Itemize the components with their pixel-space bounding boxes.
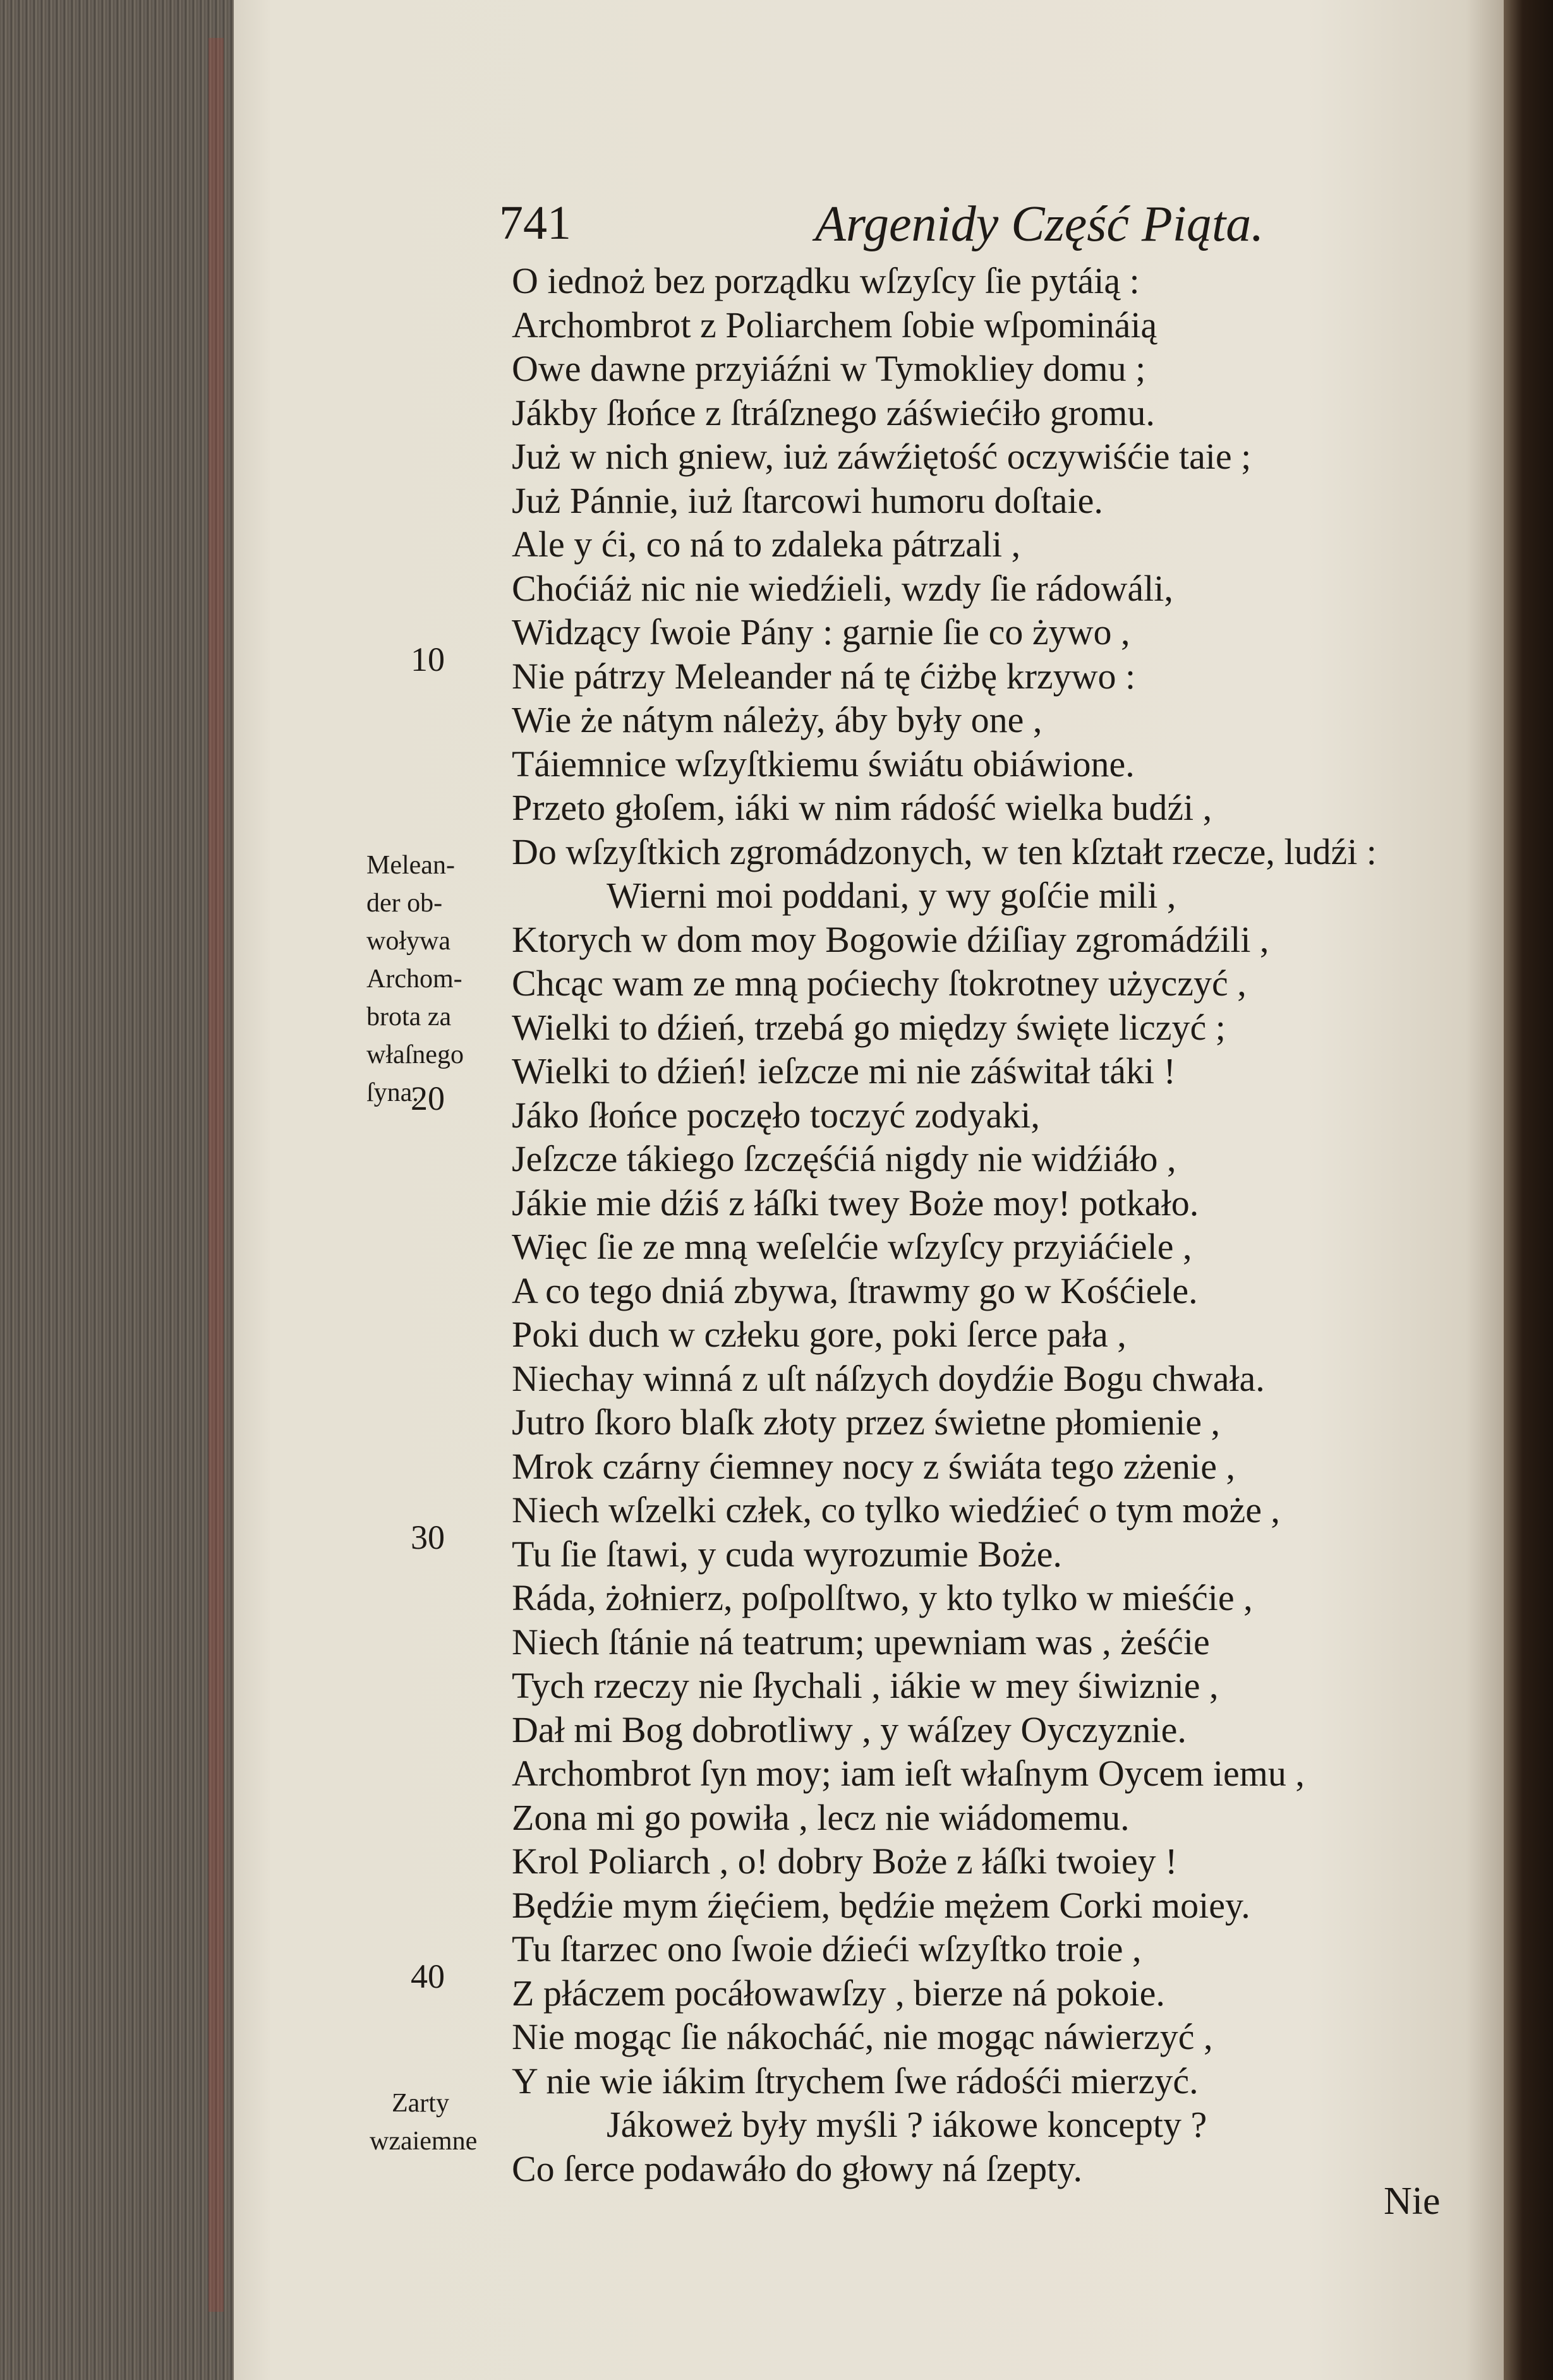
verse-line: Y nie wie iákim ſtrychem ſwe rádośći mierzyć. (512, 2060, 1199, 2101)
side-note-line: brota za (366, 1002, 452, 1031)
verse-line: Do wſzyſtkich zgromádzonych, w ten kſztałt rzecze, ludźi : (512, 831, 1377, 872)
verse-line: Jákoweż były myśli ? iákowe koncepty ? (607, 2104, 1207, 2145)
side-note-line: właſnego (366, 1040, 464, 1069)
verse-line: Wierni moi poddani, y wy goſćie mili , (607, 875, 1176, 916)
verse-line: Ale y ći, co ná to zdaleka pátrzali , (512, 524, 1021, 565)
red-edge-stain (208, 38, 224, 2312)
side-note-line: woływa (366, 927, 450, 956)
line-number-20: 20 (411, 1079, 445, 1117)
poem-text (512, 259, 1377, 2191)
side-note-line: Zarty (392, 2089, 449, 2118)
verse-line: O iednoż bez porządku wſzyſcy ſie pytáią : (512, 260, 1140, 301)
verse-line: Niech wſzelki człek, co tylko wiedźieć o tym może , (512, 1489, 1280, 1530)
verse-line: Widzący ſwoie Pány : garnie ſie co żywo , (512, 611, 1130, 652)
verse-line: Tu ſie ſtawi, y cuda wyrozumie Boże. (512, 1533, 1062, 1575)
verse-line: Niech ſtánie ná teatrum; upewniam was , żeśćie (512, 1621, 1210, 1662)
verse-line: Dał mi Bog dobrotliwy , y wáſzey Oyczyznie. (512, 1709, 1187, 1750)
verse-line: Ktorych w dom moy Bogowie dźiſiay zgromádźili , (512, 918, 1269, 960)
verse-line: Wielki to dźień! ieſzcze mi nie záświtał táki ! (512, 1050, 1176, 1091)
verse-line: Jeſzcze tákiego ſzczęśćiá nigdy nie widźiáło , (512, 1138, 1176, 1179)
verse-line: Mrok czárny ćiemney nocy z świáta tego zżenie , (512, 1445, 1235, 1487)
verse-line: Archombrot ſyn moy; iam ieſt właſnym Oycem iemu , (512, 1753, 1305, 1794)
verse-line: Już w nich gniew, iuż záwźiętość oczywiśćie taie ; (512, 436, 1252, 477)
catchword: Nie (1384, 2180, 1441, 2223)
verse-line: Przeto głoſem, iáki w nim rádość wielka budźi , (512, 787, 1212, 828)
verse-line: Krol Poliarch , o! dobry Boże z łáſki twoiey ! (512, 1841, 1178, 1882)
verse-line: A co tego dniá zbywa, ſtrawmy go w Kośćiele. (512, 1270, 1198, 1311)
verse-line: Jáko ſłońce poczęło toczyć zodyaki, (512, 1094, 1040, 1136)
verse-line: Nie pátrzy Meleander ná tę ćiżbę krzywo : (512, 655, 1136, 697)
verse-line: Zona mi go powiła , lecz nie wiádomemu. (512, 1796, 1130, 1838)
side-note-zarty (370, 2084, 477, 2160)
verse-line: Poki duch w człeku gore, poki ſerce pała , (512, 1314, 1127, 1355)
page-number: 741 (499, 196, 571, 249)
verse-line: Táiemnice wſzyſtkiemu świátu obiáwione. (512, 743, 1135, 784)
verse-line: Wie że nátym náleży, áby były one , (512, 699, 1042, 740)
line-number-40: 40 (411, 1957, 445, 1995)
page-header (0, 196, 1553, 259)
verse-line: Już Pánnie, iuż ſtarcowi humoru doſtaie. (512, 479, 1103, 521)
verse-line: Chcąc wam ze mną poćiechy ſtokrotney użyczyć , (512, 963, 1247, 1004)
verse-line: Wielki to dźień, trzebá go między święte liczyć ; (512, 1006, 1226, 1048)
verse-line: Owe dawne przyiáźni w Tymokliey domu ; (512, 348, 1146, 389)
book-gutter (1504, 0, 1553, 2380)
verse-line: Ráda, żołnierz, poſpolſtwo, y kto tylko w mieśćie , (512, 1577, 1253, 1618)
running-title: Argenidy Część Piąta. (815, 196, 1264, 252)
side-note-line: der ob- (366, 889, 443, 918)
verse-line: Będźie mym źięćiem, będźie mężem Corki moiey. (512, 1884, 1250, 1926)
verse-line: Tu ſtarzec ono ſwoie dźieći wſzyſtko troie , (512, 1928, 1142, 1969)
side-note-line: Melean- (366, 851, 455, 880)
side-note-line: wzaiemne (370, 2127, 478, 2156)
book-page-edges (0, 0, 240, 2380)
verse-line: Z płáczem pocáłowawſzy , bierze ná pokoie. (512, 1972, 1165, 2014)
verse-line: Niechay winná z uſt náſzych doydźie Bogu chwała. (512, 1357, 1265, 1399)
verse-line: Jákby ſłońce z ſtráſznego záświećiło gromu. (512, 392, 1155, 433)
side-note-line: Archom- (366, 965, 462, 994)
line-number-10: 10 (411, 640, 445, 678)
verse-line: Nie mogąc ſie nákocháć, nie mogąc náwierzyć , (512, 2016, 1213, 2057)
side-note-line: ſyna. (366, 1078, 419, 1107)
verse-line: Tych rzeczy nie ſłychali , iákie w mey śiwiznie , (512, 1665, 1219, 1706)
verse-line: Jutro ſkoro blaſk złoty przez świetne płomienie , (512, 1402, 1221, 1443)
line-number-30: 30 (411, 1518, 445, 1556)
side-note-meleander (366, 846, 464, 1112)
verse-line: Choćiáż nic nie wiedźieli, wzdy ſie rádowáli, (512, 567, 1173, 609)
verse-line: Więc ſie ze mną weſelćie wſzyſcy przyiáćiele , (512, 1226, 1192, 1267)
verse-line: Co ſerce podawáło do głowy ná ſzepty. (512, 2148, 1083, 2189)
verse-line: Archombrot z Poliarchem ſobie wſpomináią (512, 304, 1157, 346)
verse-line: Jákie mie dźiś z łáſki twey Boże moy! potkało. (512, 1182, 1199, 1223)
